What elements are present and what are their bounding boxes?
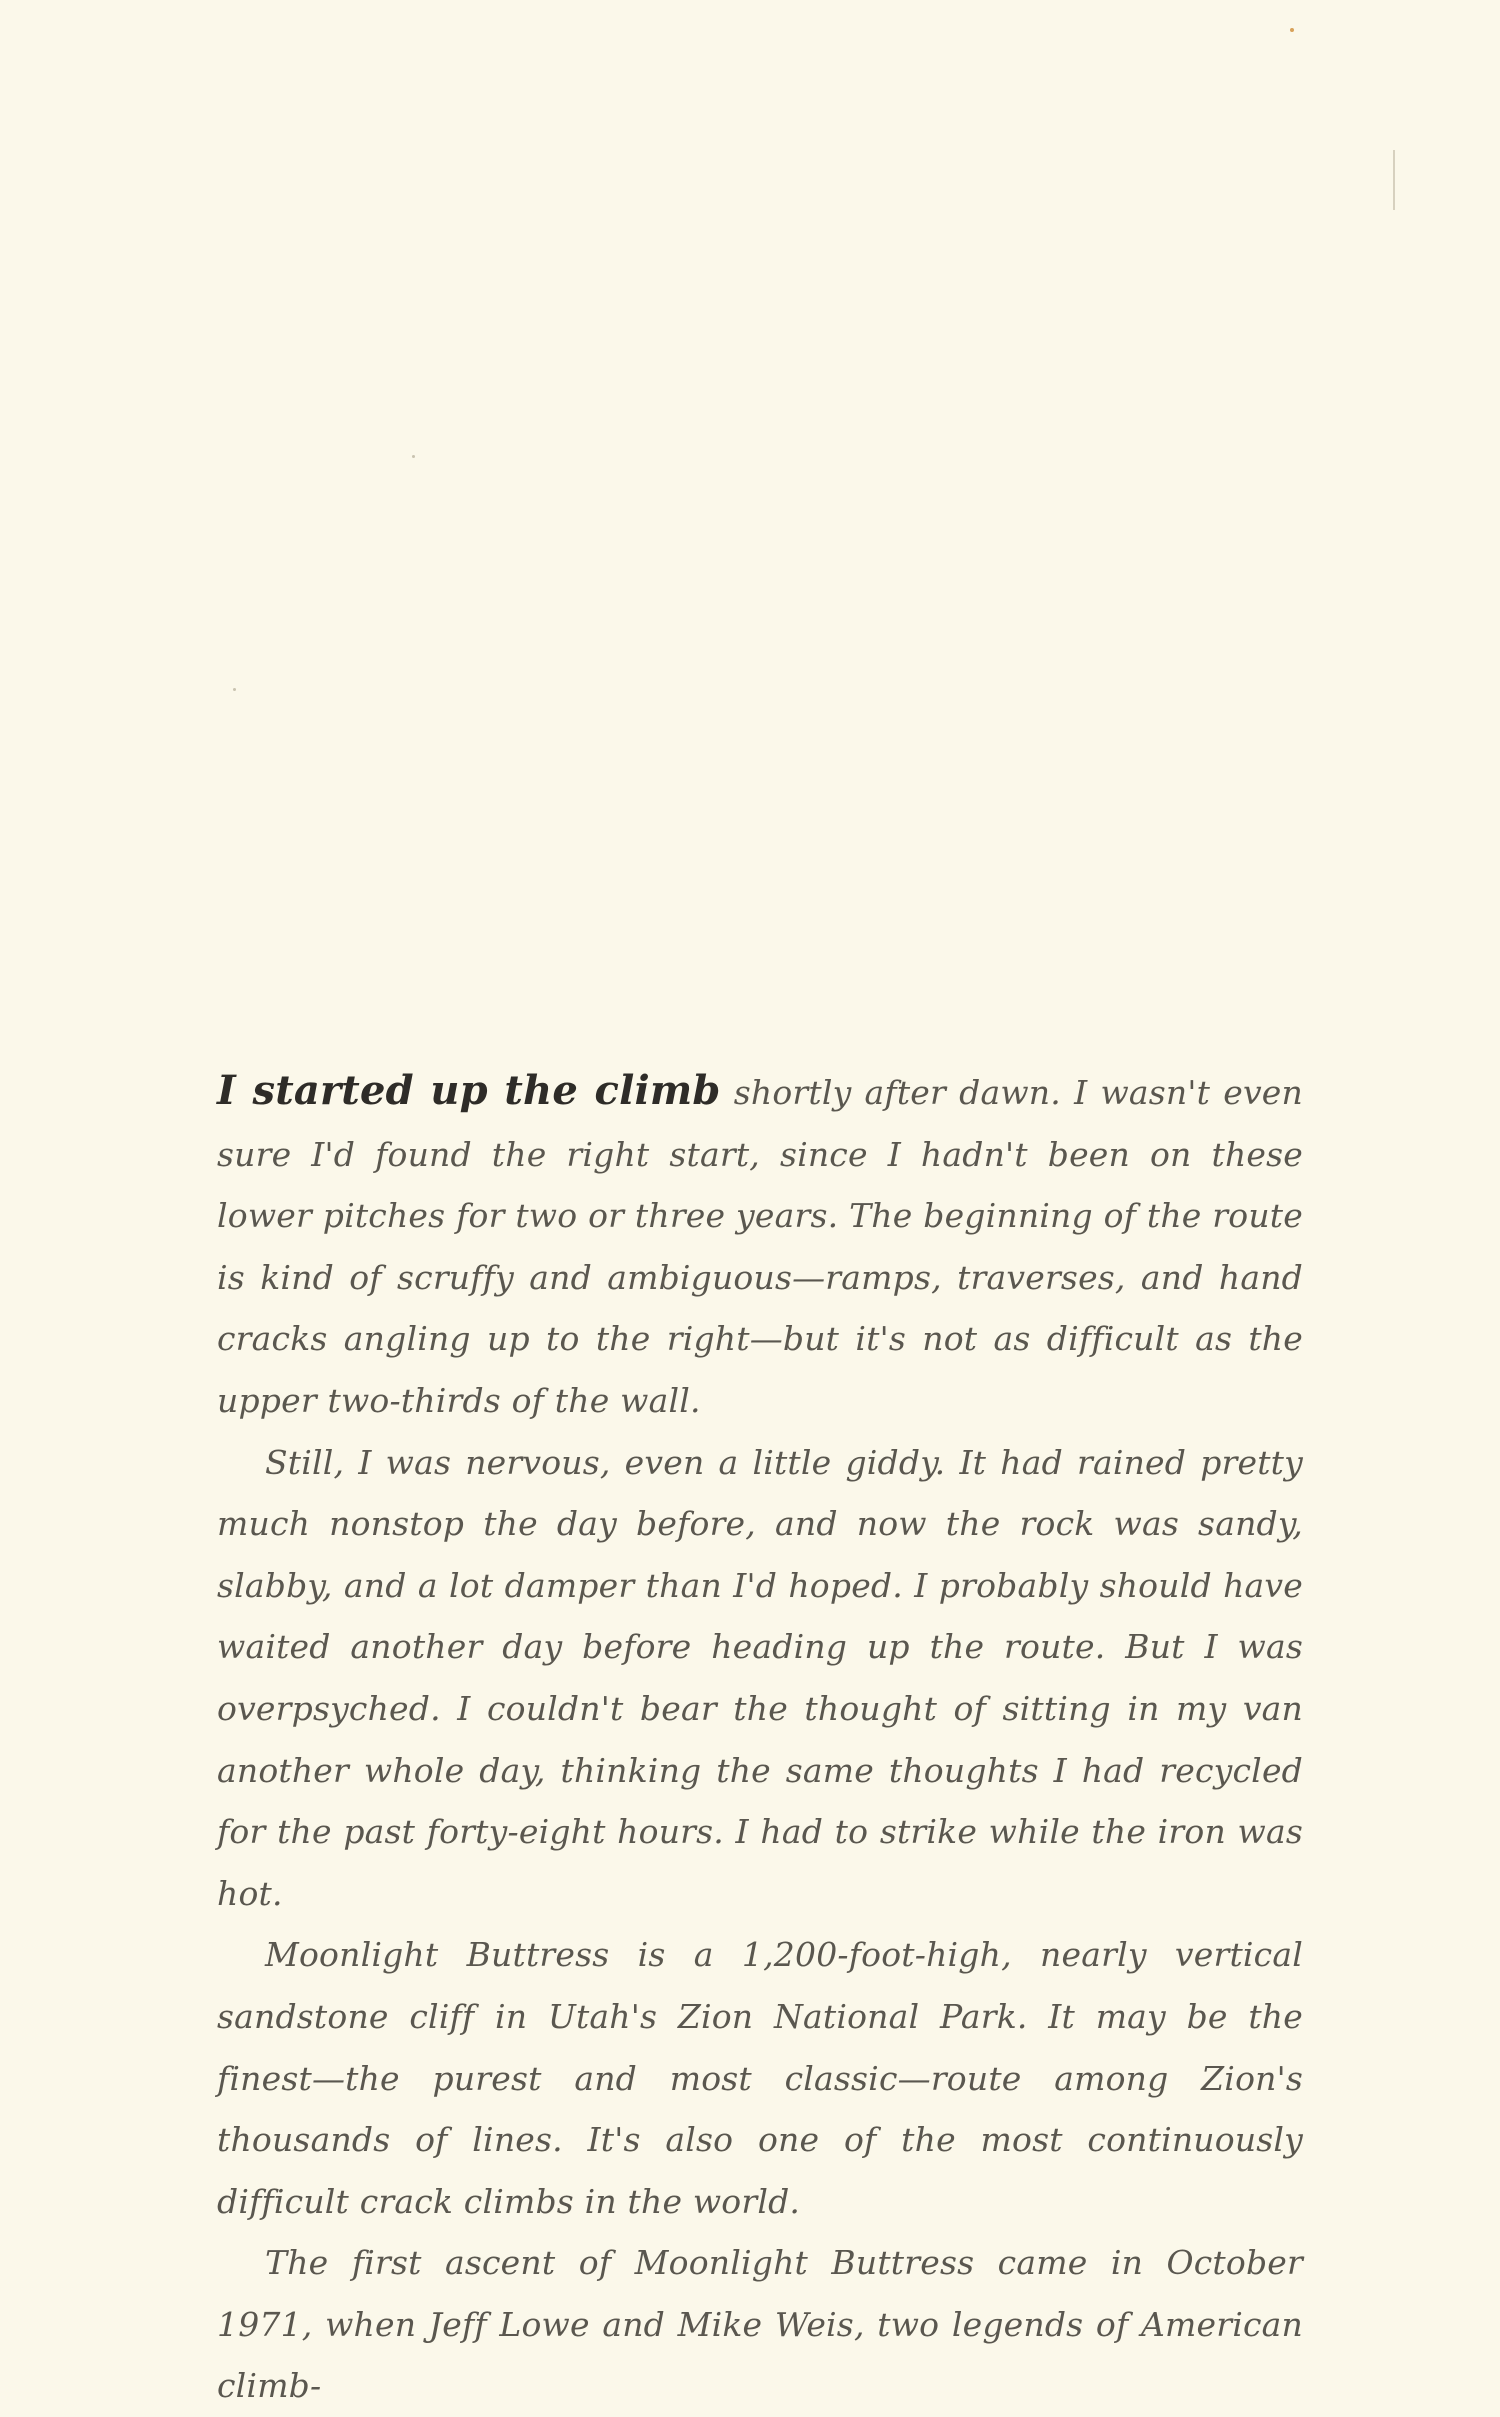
paper-speck <box>1290 28 1294 32</box>
paragraph-text: The first ascent of Moonlight Buttress came in October 1971, when Jeff Lowe and Mike Weis, two legends of American climb- <box>217 2243 1303 2406</box>
paragraph-1 <box>217 1060 1303 1432</box>
paper-speck <box>412 455 415 458</box>
paragraph-2 <box>217 1432 1303 1925</box>
paragraph-4 <box>217 2232 1303 2417</box>
page-edge-mark <box>1393 150 1395 210</box>
paragraph-text: shortly after dawn. I wasn't even sure I'd found the right start, since I hadn't been on these lower pitches for two or three years. The beginning of the route is kind of scruffy and ambiguous—ramps, traverses, and hand cracks angling up to the right—but it's not as difficult as the upper two-thirds of the wall. <box>217 1073 1303 1420</box>
paragraph-3 <box>217 1924 1303 2232</box>
paper-speck <box>233 688 236 691</box>
paragraph-text: Still, I was nervous, even a little giddy. It had rained pretty much nonstop the day before, and now the rock was sandy, slabby, and a lot damper than I'd hoped. I probably should have waited another day before heading up the route. But I was overpsyched. I couldn't bear the thought of sitting in my van another whole day, thinking the same thoughts I had recycled for the past forty-eight hours. I had to strike while the iron was hot. <box>217 1442 1303 1913</box>
chapter-lead-in: I started up the climb <box>217 1067 721 1114</box>
paragraph-text: Moonlight Buttress is a 1,200-foot-high, nearly vertical sandstone cliff in Utah's Zion National Park. It may be the finest—the purest and most classic—route among Zion's thousands of lines. It's also one of the most continuously difficult crack climbs in the world. <box>217 1935 1303 2221</box>
body-text <box>217 1060 1303 2417</box>
